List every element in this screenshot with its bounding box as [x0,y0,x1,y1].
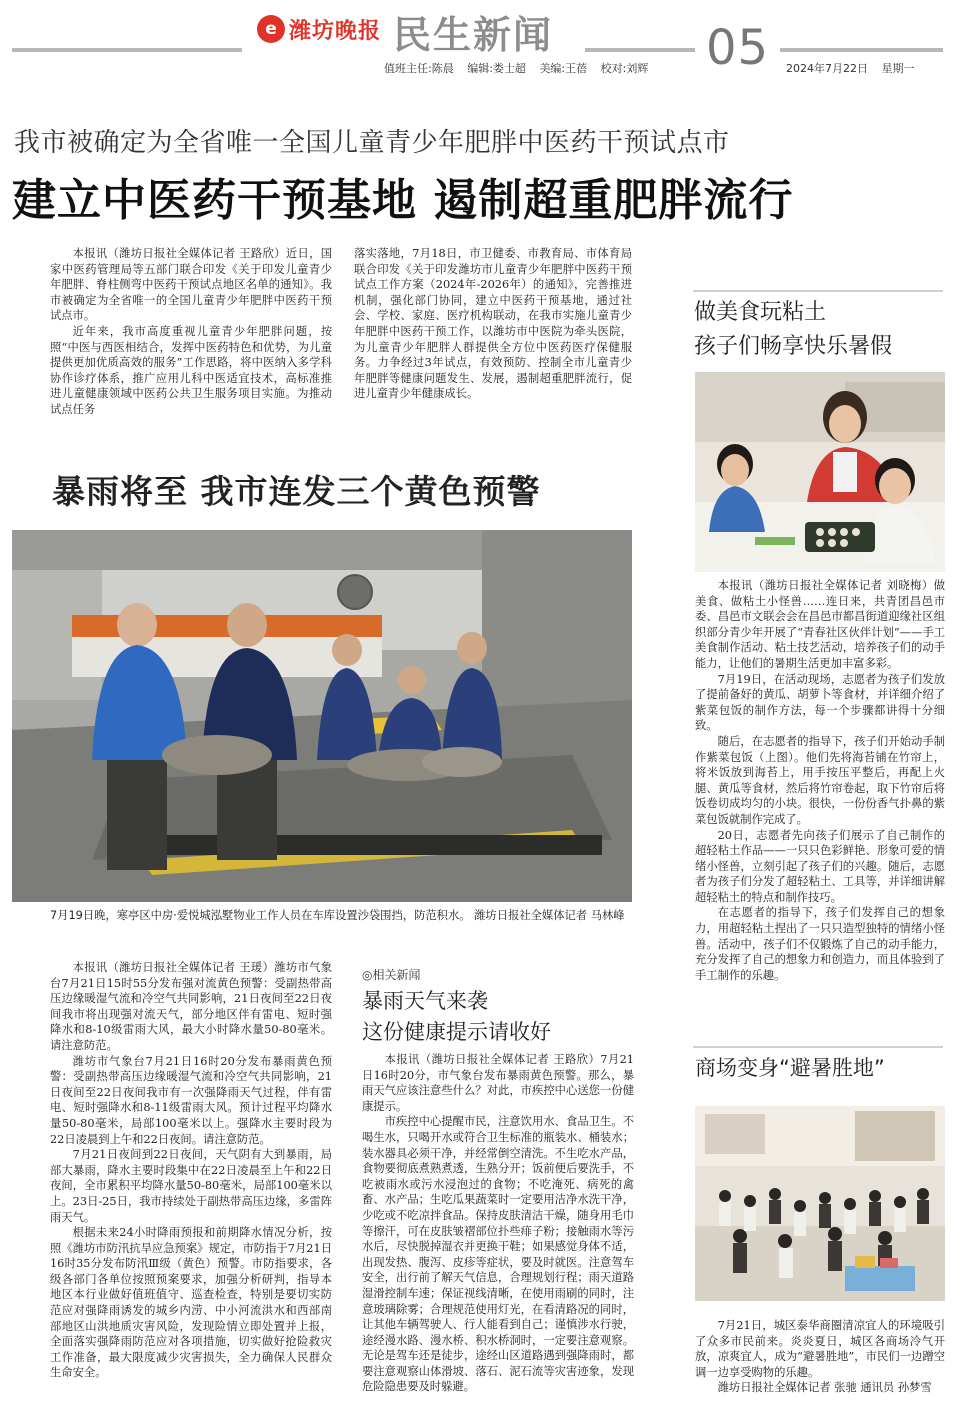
rain-paragraph: 本报讯（潍坊日报社全媒体记者 王瑗）潍坊市气象台7月21日15时55分发布强对流黄色预警：受副热带高压边缘暖湿气流和冷空气共同影响，21日夜间至22日夜间我市将出现强对流天气，部分地区伴有雷电、短时强降水和8-10级雷雨大风，最大小时降水量50-80毫米。请注意防范。 [50,961,332,1052]
feature2-photo [695,1106,945,1301]
feature1-photo [695,372,945,572]
rain-photo-caption: 7月19日晚，寒亭区中房·爱悦城泓墅物业工作人员在车库设置沙袋围挡，防范积水。 潍坊日报社全媒体记者 马林峰 [50,909,625,922]
feature1-paragraph: 本报讯（潍坊日报社全媒体记者 刘晓梅）做美食、做粘土小怪兽……连日来，共青团昌邑市委、昌邑市文联会会在昌邑市都昌街道迎缘社区组织部分青少年开展了“青春社区伙伴计划”——手工美食制作活动、粘土技艺活动，培养孩子们的动手能力，让他们的暑期生活更加丰富多彩。 [695,579,945,670]
lead-paragraph: 近年来，我市高度重视儿童青少年肥胖问题，按照“中医与西医相结合，发挥中医药特色和优势，为儿童提供更加优质高效的服务”工作思路，将中医纳入多学科协作诊疗体系，推广应用儿科中医适宜技术，高标准推进儿童健康领域中医药公共卫生服务项目实施。为推动试点任务 [50,324,332,416]
masthead-rule-mid [585,48,695,52]
issue-weekday: 星期一 [881,62,915,75]
rain-headline: 暴雨将至 我市连发三个黄色预警 [52,472,541,511]
editor-credits [384,60,658,76]
related-title-line2: 这份健康提示请收好 [362,1020,551,1044]
newspaper-logo [257,12,381,46]
related-paragraph: 市疾控中心提醒市民，注意饮用水、食品卫生。不喝生水，只喝开水或符合卫生标准的瓶装水、桶装水；装水器具必须干净，并经常倒空清洗。不生吃水产品，食物要彻底煮熟煮透，生熟分开；饭前便后要洗手，不吃被雨水或污水浸泡过的食物；不吃淹死、病死的禽畜、水产品；生吃瓜果蔬菜时一定要用洁净水洗干净，少吃或不吃凉拌食品。保持皮肤清洁干燥，随身用毛巾等擦汗，可在皮肤皱褶部位扑些痱子粉；接触雨水等污水后，尽快脱掉湿衣并更换干鞋；如果感觉身体不适，出现发热、腹泻、皮疹等症状，要及时就医。注意驾车安全，出行前了解天气信息，合理规划行程；雨天道路湿滑控制车速；保证视线清晰，在使用雨刷的同时，注意玻璃除雾；合理规范使用灯光，在看清路况的同时，让其他车辆驾驶人、行人能看到自己；谨慎涉水行驶，途经漫水路、漫水桥、积水桥洞时，一定要注意观察。无论是驾车还是徒步，途经山区道路遇到强降雨时，都要注意观察山体滑坡、落石、泥石流等灾害迹象，发现危险隐患要及时躲避。 [362,1115,634,1394]
mall-crowd-photo [695,1106,945,1301]
dateline [786,60,925,76]
lead-column-1 [50,246,332,418]
feature2-rule [693,1046,943,1048]
feature1-paragraph: 在志愿者的指导下，孩子们发挥自己的想象力，用超轻粘土捏出了一只只造型独特的情绪小怪兽。活动中，孩子们不仅锻炼了自己的动手能力，充分发挥了自己的想象力和创造力，而且体验到了手工制作的乐趣。 [695,906,945,982]
lead-paragraph: 本报讯（潍坊日报社全媒体记者 王路欣）近日，国家中医药管理局等五部门联合印发《关于印发儿童青少年肥胖、脊柱侧弯中医药干预试点地区名单的通知》。我市被确定为全省唯一的全国儿童青少年肥胖中医药干预试点市。 [50,247,332,323]
lead-column-2 [354,246,632,402]
feature2-byline: 潍坊日报社全媒体记者 张驰 通讯员 孙梦雪 [717,1381,932,1395]
feature2-body [695,1318,945,1396]
related-title [362,986,551,1048]
rain-body [50,960,332,1381]
credit-duty-director: 值班主任:陈晨 [384,62,454,75]
feature2-paragraph: 7月21日，城区泰华商圈清凉宜人的环境吸引了众多市民前来。炎炎夏日，城区各商场冷气开放，凉爽宜人，成为“避暑胜地”，市民们一边蹭空调一边享受购物的乐趣。 [695,1319,945,1379]
lead-kicker: 我市被确定为全省唯一全国儿童青少年肥胖中医药干预试点市 [14,128,730,158]
feature2-title: 商场变身“避暑胜地” [695,1056,885,1080]
lead-paragraph: 落实落地，7月18日，市卫健委、市教育局、市体育局联合印发《关于印发潍坊市儿童青少年肥胖中医药干预试点工作方案（2024年-2026年）的通知》，完善推进机制，强化部门协同，建立中医药干预基地，通过社会、学校、家庭、医疗机构联动，在我市实施儿童青少年肥胖中医药干预工作，以潍坊市中医院为牵头医院，为儿童青少年肥胖人群提供全方位中医药医疗保健服务。力争经过3年试点，有效预防、控制全市儿童青少年肥胖等健康问题发生、发展，遏制超重肥胖流行，促进儿童青少年健康成长。 [354,247,632,401]
feature1-rule [693,290,943,292]
related-title-line1: 暴雨天气来袭 [362,989,488,1013]
credit-designer: 美编:王蓓 [539,62,588,75]
feature1-title-line2: 孩子们畅享快乐暑假 [694,334,893,359]
feature1-paragraph: 20日，志愿者先向孩子们展示了自己制作的超轻粘土作品——一只只色彩鲜艳、形象可爱的情绪小怪兽，立刻引起了孩子们的兴趣。随后，志愿者为孩子们分发了超轻粘土、工具等，并详细讲解超轻粘土的特点和制作技巧。 [695,828,945,904]
page-number: 05 [706,20,770,76]
feature1-body [695,578,945,983]
section-title: 民生新闻 [393,12,554,57]
rain-photo [12,530,632,902]
rain-paragraph: 7月21日夜间到22日夜间，天气阴有大到暴雨，局部大暴雨，降水主要时段集中在22日凌晨至上午和22日夜间，全市累积平均降水量50-80毫米，局部100毫米以上。23日-25日，我市持续处于副热带高压边缘，多雷阵雨天气。 [50,1148,332,1224]
related-paragraph: 本报讯（潍坊日报社全媒体记者 王路欣）7月21日16时20分，市气象台发布暴雨黄色预警。那么，暴雨天气应该注意些什么？对此，市疾控中心送您一份健康提示。 [362,1053,634,1113]
issue-date: 2024年7月22日 [786,62,868,75]
masthead-rule-right [780,48,943,52]
related-news-tag: ◎相关新闻 [362,968,421,982]
children-cooking-photo [695,372,945,572]
related-body [362,1052,634,1395]
feature1-title-line1: 做美食玩粘土 [694,300,827,325]
sandbag-garage-photo [12,530,632,902]
feature1-paragraph: 随后，在志愿者的指导下，孩子们开始动手制作紫菜包饭（上图）。他们先将海苔铺在竹帘上，将米饭放到海苔上，用手按压平整后，再配上火腿、黄瓜等食材，然后将竹帘卷起，取下竹帘后将饭卷切成均匀的小块。很快，一份份香气扑鼻的紫菜包饭就制作完成了。 [695,734,945,826]
feature1-paragraph: 7月19日，在活动现场，志愿者为孩子们发放了提前备好的黄瓜、胡萝卜等食材，并详细介绍了紫菜包饭的制作方法，每一个步骤都讲得十分细致。 [695,672,945,733]
credit-editor: 编辑:娄士超 [467,62,526,75]
lead-headline: 建立中医药干预基地 遏制超重肥胖流行 [12,175,794,226]
masthead-rule-left [12,48,242,52]
newspaper-name: 潍坊晚报 [289,18,382,44]
feature1-title [694,296,892,364]
logo-mark-icon: e [257,15,285,43]
credit-proofreader: 校对:刘辉 [600,62,649,75]
rain-paragraph: 潍坊市气象台7月21日16时20分发布暴雨黄色预警：受副热带高压边缘暖湿气流和冷空气共同影响，21日夜间至22日夜间我市有一次强降雨天气过程，伴有雷电、短时强降水和8-11级雷雨大风。预计过程平均降水量50-80毫米，局部100毫米以上。强降水主要时段为22日凌晨到上午和22日夜间。请注意防范。 [50,1054,332,1146]
rain-paragraph: 根据未来24小时降雨预报和前期降水情况分析，按照《潍坊市防汛抗旱应急预案》规定，市防指于7月21日16时35分发布防汛Ⅲ级（黄色）预警。市防指要求，各级各部门各单位按照预案要求，加强分析研判，指导本地区本行业做好值班值守、巡查检查，特别是要切实防范应对强降雨诱发的城乡内涝、中小河流洪水和西部南部地区山洪地质灾害风险，发现险情立即处置并上报，全面落实强降雨防范应对各项措施，切实做好抢险救灾工作准备，最大限度减少灾害损失，全力确保人民群众生命安全。 [50,1226,332,1380]
masthead [0,0,955,80]
